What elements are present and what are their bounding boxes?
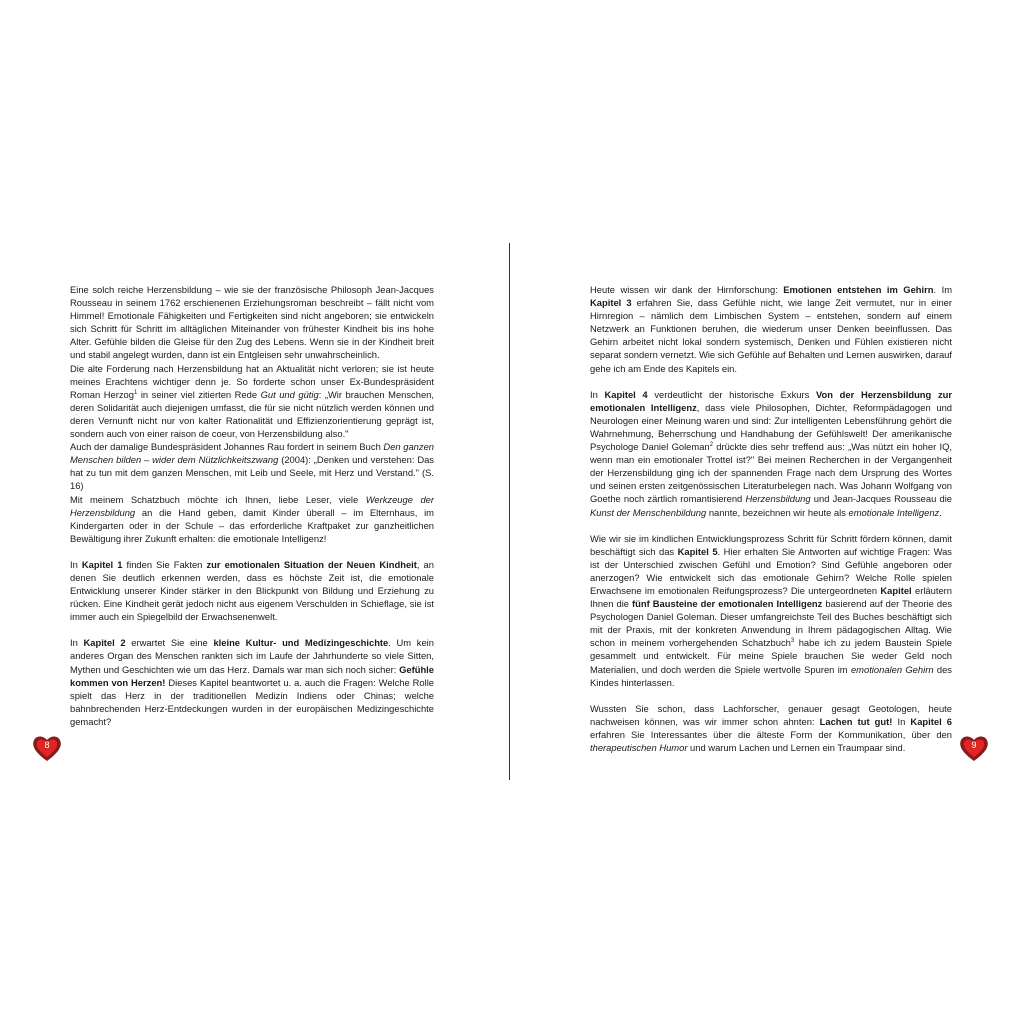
page-number-badge-right xyxy=(959,733,989,763)
left-paragraph-3: Auch der damalige Bundespräsident Johannes Rau fordert in seinem Buch Den ganzen Menschen bilden – wider dem Nützlichkeitszwang (2004): „Denken und verstehen: Das hat zu tun mit dem ganzen Menschen, mit Leib und Seele, mit Herz und Verstand." (S. 16) xyxy=(70,441,435,492)
right-paragraph-3: Wie wir sie im kindlichen Entwicklungsprozess Schritt für Schritt fördern können, damit beschäftigt sich das Kapitel 5. Hier erhalten Sie Antworten auf wichtige Fragen: Was ist der Unterschied zwischen Gefühl und Emotion? Sind Gefühle angeboren oder anerzogen? Wie entwickelt sich das emotionale Gehirn? Welche Rolle spielen Erwachsene im emotionalen Reifungsprozess? Die untergeordneten Kapitel erläutern Ihnen die fünf Bausteine der emotionalen Intelligenz basierend auf der Theorie des Psychologen Daniel Goleman. Dieser umfangreichste Teil des Buches beschäftigt sich mit der Praxis, mit der konkreten Anwendung in Ihrem pädagogischen Alltag. Wie schon in meinem vorhergehenden Schatzbuch$^3$ habe ich zu jedem Baustein Spiele gesammelt und entwickelt. Für meine Spiele brauchen Sie weder Geld noch Materialien, und doch werden die Spiele wertvolle Spuren im emotionalen Gehirn des Kindes hinterlassen. xyxy=(590,532,953,688)
right-paragraph-1: Heute wissen wir dank der Hirnforschung: Emotionen entstehen im Gehirn. Im Kapitel 3 erfahren Sie, dass Gefühle nicht, wie lange Zeit vermutet, nur in einer Hirnregion – nämlich dem Limbischen System – entstehen, sondern auf einem Netzwerk an Funktionen beruhen, die wiederum unser Denken beeinflussen. Das Gehirn arbeitet nicht lokal sondern systemisch, Denken und Fühlen existieren nicht separat sondern vernetzt. Wie sich Gefühle auf Behalten und Lernen auswirken, darauf gehe ich am Ende des Kapitels ein. xyxy=(590,284,953,374)
left-paragraph-5: In Kapitel 1 finden Sie Fakten zur emotionalen Situation der Neuen Kindheit, an denen Sie deutlich erkennen werden, dass es höchste Zeit ist, die emotionale Entwicklung unserer Kinder stärker in den Blickpunkt von Bildung und Erziehung zu rücken. Eine Kindheit gerät jedoch nicht aus eigenem Verschulden in Schieflage, sie ist immer auch ein Spiegelbild der Erwachsenenwelt. xyxy=(70,558,434,623)
page-number: 9 xyxy=(971,740,977,750)
left-page-text xyxy=(70,283,434,728)
footnote-mark: 1 xyxy=(133,389,138,396)
right-page-text xyxy=(590,283,952,754)
footnote-mark: 2 xyxy=(709,441,713,448)
right-paragraph-2: In Kapitel 4 verdeutlicht der historische Exkurs Von der Herzensbildung zur emotionalen Intelligenz, dass viele Philosophen, Dichter, Reformpädagogen und Neurologen einer Meinung waren und sind: Zur intelligenten Lebensführung gehört die Wahrnehmung, Beherrschung und Handhabung der Gefühlswelt! Der amerikanische Psychologe Daniel Goleman$^2$ drückte dies sehr treffend aus: „Was nützt ein hoher IQ, wenn man ein emotionaler Trottel ist?" Bei meinen Recherchen in der Vergangenheit der Herzensbildung ging ich der spannenden Frage nach dem Ursprung des Wortes und seinen ersten zeitgenössischen Literaturbelegen nach. Was Johann Wolfgang von Goethe noch zärtlich romantisierend Herzensbildung und Jean-Jacques Rousseau die Kunst der Menschenbildung nannte, bezeichnen wir heute als emotionale Intelligenz. xyxy=(590,388,953,518)
page-number-badge-left xyxy=(32,733,62,763)
footnote-mark: 3 xyxy=(790,638,795,645)
left-paragraph-6: In Kapitel 2 erwartet Sie eine kleine Kultur- und Medizingeschichte. Um kein anderes Organ des Menschen rankten sich im Laufe der Jahrhunderte so viele Sitten, Mythen und Geschichten wie um das Herz. Damals war man sich noch sicher: Gefühle kommen von Herzen! Dieses Kapitel beantwortet u. a. auch die Fragen: Welche Rolle spielt das Herz in der traditionellen Medizin Indiens oder Chinas; welche bahnbrechenden Herz-Entdeckungen wurden in der europäischen Medizingeschichte gemacht? xyxy=(70,637,435,727)
left-paragraph-1: Eine solch reiche Herzensbildung – wie sie der französische Philosoph Jean-Jacques Rousseau in seinem 1762 erschienenen Erziehungsroman beschreibt – fällt nicht vom Himmel! Emotionale Fähigkeiten und Fertigkeiten sind nicht angeboren; sie entwickeln sich Schritt für Schritt im alltäglichen Miteinander von frühester Kindheit bis ins hohe Alter. Gefühle bilden die Gleise für den Zug des Lebens. Wenn sie in der Kindheit breit und stabil angelegt wurden, dann ist ein Entgleisen sehr unwahrscheinlich. xyxy=(70,284,434,361)
right-paragraph-4: Wussten Sie schon, dass Lachforscher, genauer gesagt Geotologen, heute nachweisen können, was wir immer schon ahnten: Lachen tut gut! In Kapitel 6 erfahren Sie Interessantes über die älteste Form der Kommunikation, über den therapeutischen Humor und warum Lachen und Lernen ein Traumpaar sind. xyxy=(590,702,953,753)
left-paragraph-2: Die alte Forderung nach Herzensbildung hat an Aktualität nicht verloren; sie ist heute meines Erachtens wichtiger denn je. So forderte schon unser Ex-Bundespräsident Roman Herzog$^1$ in seiner viel zitierten Rede Gut und gütig: „Wir brauchen Menschen, deren Solidarität auch diejenigen umfasst, die für sie nicht nützlich werden können und deren Vernunft nicht nur von kalter Rationalität und Effizienzorientierung geprägt ist, sondern auch von einer raison de coeur, von Herzensbildung also." xyxy=(70,362,434,440)
left-paragraph-4: Mit meinem Schatzbuch möchte ich Ihnen, liebe Leser, viele Werkzeuge der Herzensbildung an die Hand geben, damit Kinder überall – im Elternhaus, im Kindergarten oder in der Schule – das erforderliche Kraftpaket zur ganzheitlichen Bewältigung ihrer Zukunft erhalten: die emotionale Intelligenz! xyxy=(70,493,434,544)
book-spine-divider xyxy=(509,243,510,780)
page-number: 8 xyxy=(44,740,50,750)
